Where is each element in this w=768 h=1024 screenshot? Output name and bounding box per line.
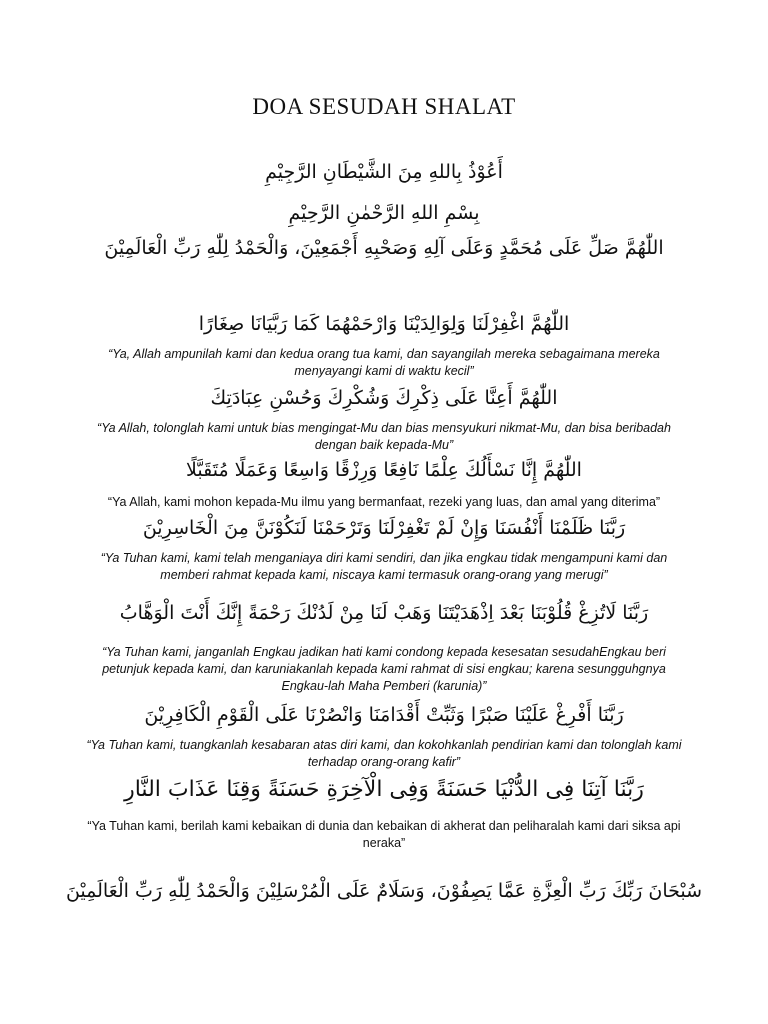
basmalah-line: بِسْمِ اللهِ الرَّحْمٰنِ الرَّحِيْمِ xyxy=(288,202,480,224)
prayer-arabic-3: اللّٰهُمَّ إِنَّا نَسْأَلُكَ عِلْمًا نَافِعًا وَرِزْقًا وَاسِعًا وَعَمَلًا مُتَقَبَّلًا xyxy=(186,459,582,481)
closing-line: سُبْحَانَ رَبِّكَ رَبِّ الْعِزَّةِ عَمَّا يَصِفُوْنَ، وَسَلَامٌ عَلَى الْمُرْسَلِيْنَ وَالْحَمْدُ لِلّٰهِ رَبِّ الْعَالَمِيْنَ xyxy=(65,880,703,902)
prayer-arabic-7: رَبَّنَا آتِنَا فِى الدُّنْيَا حَسَنَةً وَفِى الْآخِرَةِ حَسَنَةً وَقِنَا عَذَابَ النَّارِ xyxy=(124,777,644,802)
taawudz-line: أَعُوْذُ بِاللهِ مِنَ الشَّيْطَانِ الرَّجِيْمِ xyxy=(265,161,503,183)
prayer-translation-4: “Ya Tuhan kami, kami telah menganiaya diri kami sendiri, dan jika engkau tidak mengampuni kami dan memberi rahmat kepada kami, niscaya kami termasuk orang-orang yang merugi” xyxy=(100,551,668,582)
prayer-arabic-6: رَبَّنَا أَفْرِغْ عَلَيْنَا صَبْرًا وَثَبِّتْ أَقْدَامَنَا وَانْصُرْنَا عَلَى الْقَوْمِ الْكَافِرِيْنَ xyxy=(144,704,624,726)
prayer-translation-2: “Ya Allah, tolonglah kami untuk bias mengingat-Mu dan bias mensyukuri nikmat-Mu, dan bisa beribadah dengan baik kepada-Mu” xyxy=(97,421,671,452)
prayer-translation-6: “Ya Tuhan kami, tuangkanlah kesabaran atas diri kami, dan kokohkanlah pendirian kami dan tolonglah kami terhadap orang-orang kafir” xyxy=(86,738,682,769)
prayer-translation-7: “Ya Tuhan kami, berilah kami kebaikan di dunia dan kebaikan di akherat dan peliharalah kami dari siksa api neraka” xyxy=(87,819,681,850)
prayer-arabic-1: اللّٰهُمَّ اغْفِرْلَنَا وَلِوَالِدَيْنَا وَارْحَمْهُمَا كَمَا رَبَّيَانَا صِغَارًا xyxy=(198,313,570,335)
page-title: DOA SESUDAH SHALAT xyxy=(252,94,516,119)
prayer-arabic-5: رَبَّنَا لَاتُزِغْ قُلُوْبَنَا بَعْدَ اِذْهَدَيْتَنَا وَهَبْ لَنَا مِنْ لَدُنْكَ رَحْمَةً إِنَّكَ أَنْتَ الْوَهَّابُ xyxy=(119,602,649,624)
prayer-arabic-4: رَبَّنَا ظَلَمْنَا أَنْفُسَنَا وَإِنْ لَمْ تَغْفِرْلَنَا وَتَرْحَمْنَا لَنَكُوْنَنَّ مِنَ الْخَاسِرِيْنَ xyxy=(142,517,626,539)
shalawat-line: اللّٰهُمَّ صَلِّ عَلَى مُحَمَّدٍ وَعَلَى آلِهِ وَصَحْبِهِ أَجْمَعِيْنَ، وَالْحَمْدُ لِلّٰهِ رَبِّ الْعَالَمِيْنَ xyxy=(104,237,664,259)
prayer-translation-1: “Ya, Allah ampunilah kami dan kedua orang tua kami, dan sayangilah mereka sebagaimana mereka menyayangi kami di waktu kecil” xyxy=(108,347,660,378)
prayer-translation-3: “Ya Allah, kami mohon kepada-Mu ilmu yang bermanfaat, rezeki yang luas, dan amal yang diterima” xyxy=(107,495,661,509)
prayer-translation-5: “Ya Tuhan kami, janganlah Engkau jadikan hati kami condong kepada kesesatan sesudahEngkau beri petunjuk kepada kami, dan karuniakanlah kepada kami rahmat di sisi engkau; karena sesungguhgnya Engkau-lah Maha Pemberi (karunia)” xyxy=(102,645,666,693)
prayer-arabic-2: اللّٰهُمَّ أَعِنَّا عَلَى ذِكْرِكَ وَشُكْرِكَ وَحُسْنِ عِبَادَتِكَ xyxy=(210,387,558,409)
